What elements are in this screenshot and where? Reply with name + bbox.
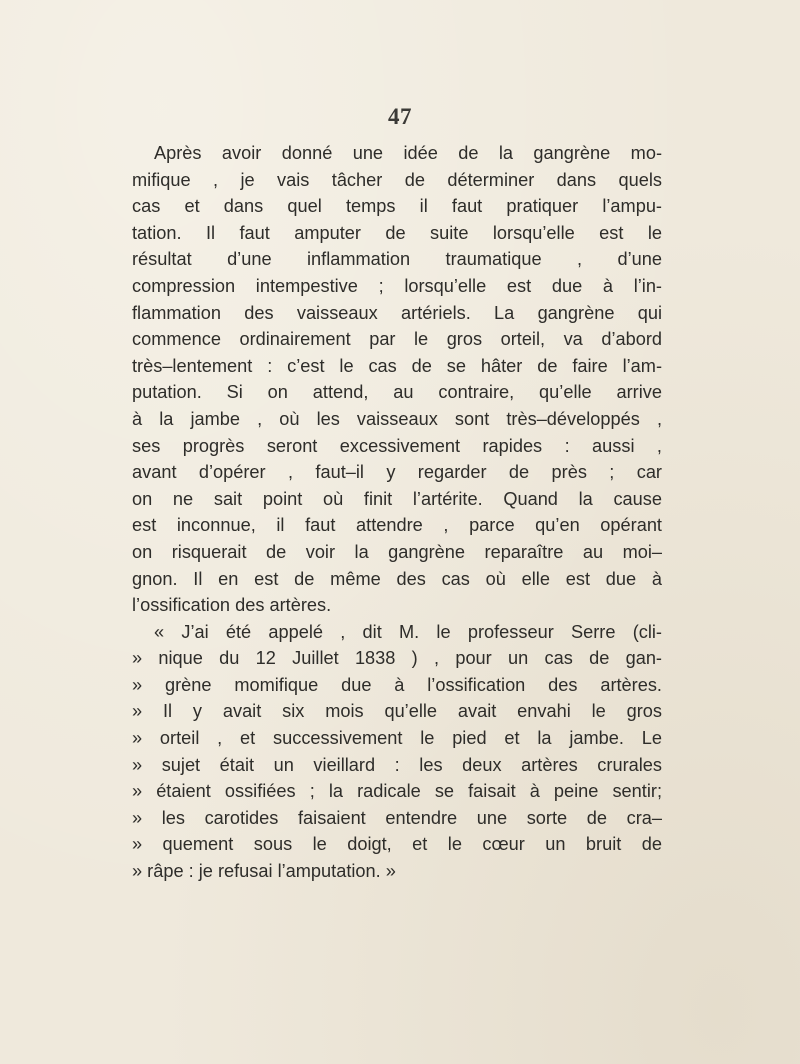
page-number: 47 <box>388 104 412 129</box>
text-line: l’ossification des artères. <box>132 595 332 616</box>
text-line: flammation des vaisseaux artériels. La gangrène qui <box>132 302 662 323</box>
quote-line: » sujet était un vieillard : les deux artères crurales <box>132 754 662 775</box>
quote-line: » les carotides faisaient entendre une sorte de cra– <box>132 807 662 828</box>
text-line: on risquerait de voir la gangrène reparaître au moi– <box>132 541 662 562</box>
text-line: compression intempestive ; lorsqu’elle est due à l’in- <box>132 275 662 296</box>
text-line: commence ordinairement par le gros orteil, va d’abord <box>132 329 662 350</box>
paragraph-1 <box>132 140 662 619</box>
quote-line: » étaient ossifiées ; la radicale se faisait à peine sentir; <box>132 781 662 802</box>
text-line: est inconnue, il faut attendre , parce qu’en opérant <box>132 515 662 536</box>
quote-line: » quement sous le doigt, et le cœur un bruit de <box>132 834 662 855</box>
text-line: avant d’opérer , faut–il y regarder de près ; car <box>132 462 662 483</box>
quote-line: » orteil , et successivement le pied et la jambe. Le <box>132 728 662 749</box>
quote-line: « J’ai été appelé , dit M. le professeur Serre (cli- <box>154 621 662 642</box>
text-line: on ne sait point où finit l’artérite. Quand la cause <box>132 488 662 509</box>
text-line: très–lentement : c’est le cas de se hâter de faire l’am- <box>132 355 662 376</box>
text-line: Après avoir donné une idée de la gangrène mo- <box>154 143 662 163</box>
text-line: résultat d’une inflammation traumatique , d’une <box>132 249 662 270</box>
text-line: putation. Si on attend, au contraire, qu’elle arrive <box>132 382 662 403</box>
quote-paragraph <box>132 619 662 885</box>
text-line: cas et dans quel temps il faut pratiquer l’ampu- <box>132 196 662 217</box>
text-line: gnon. Il en est de même des cas où elle est due à <box>132 568 662 589</box>
text-line: ses progrès seront excessivement rapides : aussi , <box>132 435 662 456</box>
quote-line: » grène momifique due à l’ossification des artères. <box>132 674 662 695</box>
quote-line: » râpe : je refusai l’amputation. » <box>132 861 396 882</box>
quote-line: » Il y avait six mois qu’elle avait envahi le gros <box>132 701 662 722</box>
text-line: à la jambe , où les vaisseaux sont très–développés , <box>132 408 662 429</box>
quote-line: » nique du 12 Juillet 1838 ) , pour un cas de gan- <box>132 648 662 669</box>
body-text <box>132 140 662 885</box>
text-line: tation. Il faut amputer de suite lorsqu’elle est le <box>132 222 662 243</box>
text-line: mifique , je vais tâcher de déterminer dans quels <box>132 169 662 190</box>
